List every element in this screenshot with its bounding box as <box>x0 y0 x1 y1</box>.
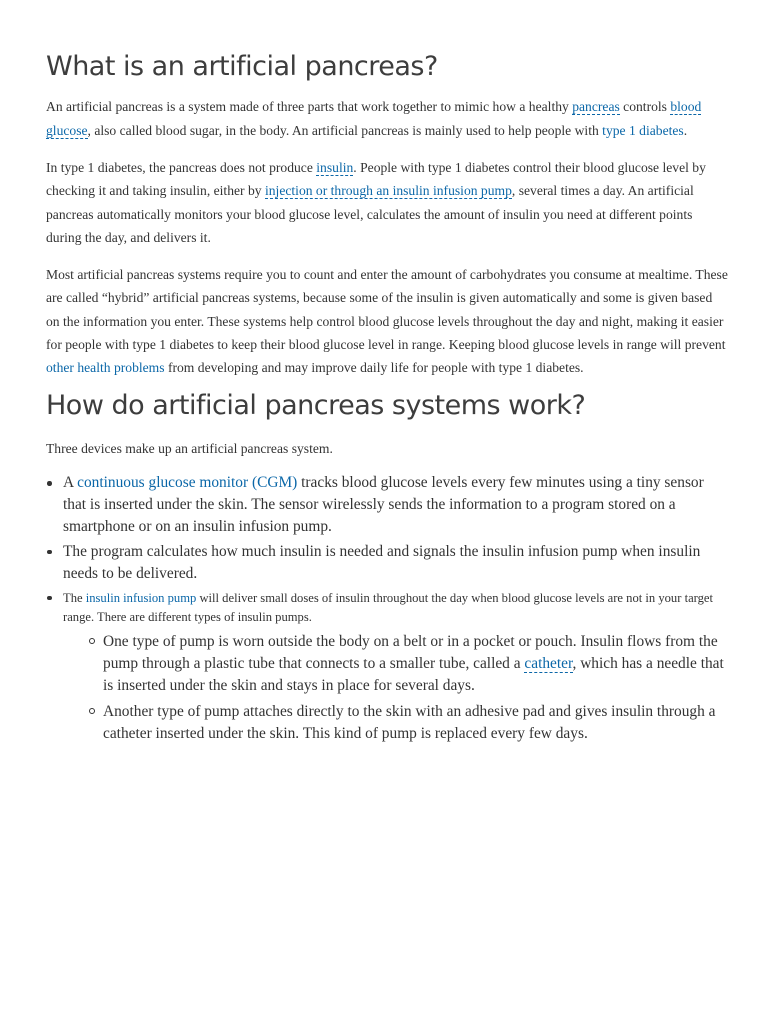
paragraph-text: controls <box>619 99 671 115</box>
sub-list-item <box>103 631 728 697</box>
list-item <box>46 472 728 538</box>
paragraph-text: , also called blood sugar, in the body. An artificial pancreas is mainly used to help people with <box>87 122 603 138</box>
list-text: Another type of pump attaches directly to the skin with an adhesive pad and gives insulin through a catheter inserted under the skin. This kind of pump is replaced every few days. <box>103 702 716 742</box>
link-pancreas[interactable]: pancreas <box>572 99 620 115</box>
paragraph-hybrid <box>46 263 728 379</box>
paragraph-intro: Three devices make up an artificial pancreas system. <box>46 441 333 457</box>
list-item <box>46 589 728 745</box>
link-injection-pump[interactable]: injection or through an insulin infusion pump <box>264 183 512 199</box>
list-text: , which has a needle that is inserted under the skin and stays in place for several days. <box>103 654 724 694</box>
list-item <box>46 541 728 585</box>
section-heading-how-work: How do artificial pancreas systems work? <box>46 389 586 421</box>
link-insulin-infusion-pump[interactable]: insulin infusion pump <box>85 590 197 605</box>
link-blood-glucose[interactable]: blood glucose <box>46 99 702 138</box>
paragraph-type1 <box>46 156 728 249</box>
link-cgm[interactable]: continuous glucose monitor (CGM) <box>77 474 298 492</box>
list-text: The program calculates how much insulin is needed and signals the insulin infusion pump when insulin needs to be delivered. <box>63 542 701 582</box>
paragraph-text: , several times a day. An artificial pancreas automatically monitors your blood glucose level, calculates the amount of insulin you need at different points during the day, and delivers it. <box>46 183 694 245</box>
list-text: The <box>63 590 86 605</box>
paragraph-text: An artificial pancreas is a system made of three parts that work together to mimic how a healthy <box>46 99 573 115</box>
paragraph-text: . <box>683 122 688 138</box>
list-text: A <box>63 474 78 492</box>
pump-types-list <box>63 631 728 745</box>
paragraph-text: from developing and may improve daily life for people with type 1 diabetes. <box>164 360 584 376</box>
link-type-1-diabetes[interactable]: type 1 diabetes <box>602 122 684 138</box>
article-content <box>46 0 728 749</box>
paragraph-text: . People with type 1 diabetes control their blood glucose level by checking it and taking insulin, either by <box>46 159 706 199</box>
section-heading-what-is: What is an artificial pancreas? <box>46 51 438 82</box>
sub-list-item <box>103 701 728 745</box>
paragraph-text: Most artificial pancreas systems require you to count and enter the amount of carbohydrates you consume at mealtime. These are called “hybrid” artificial pancreas systems, because some of the insulin is given automatically and some is given based on the information you enter. These systems help control blood glucose levels throughout the day and night, making it easier for people with type 1 diabetes to keep their blood glucose level in range. Keeping blood glucose levels in range will prevent <box>46 267 728 353</box>
device-list <box>46 472 728 745</box>
link-insulin[interactable]: insulin <box>316 159 354 175</box>
link-catheter[interactable]: catheter <box>524 654 573 672</box>
list-text: One type of pump is worn outside the body on a belt or in a pocket or pouch. Insulin flows from the pump through a plastic tube that connects to a smaller tube, called a <box>103 632 718 672</box>
list-text: tracks blood glucose levels every few minutes using a tiny sensor that is inserted under the skin. The sensor wirelessly sends the information to a program stored on a smartphone or on an insulin infusion pump. <box>63 474 704 536</box>
link-other-health-problems[interactable]: other health problems <box>46 360 165 376</box>
list-text: will deliver small doses of insulin throughout the day when blood glucose levels are not in your target range. There are different types of insulin pumps. <box>63 590 714 624</box>
paragraph-definition <box>46 95 728 142</box>
paragraph-text: In type 1 diabetes, the pancreas does not produce <box>46 159 317 175</box>
